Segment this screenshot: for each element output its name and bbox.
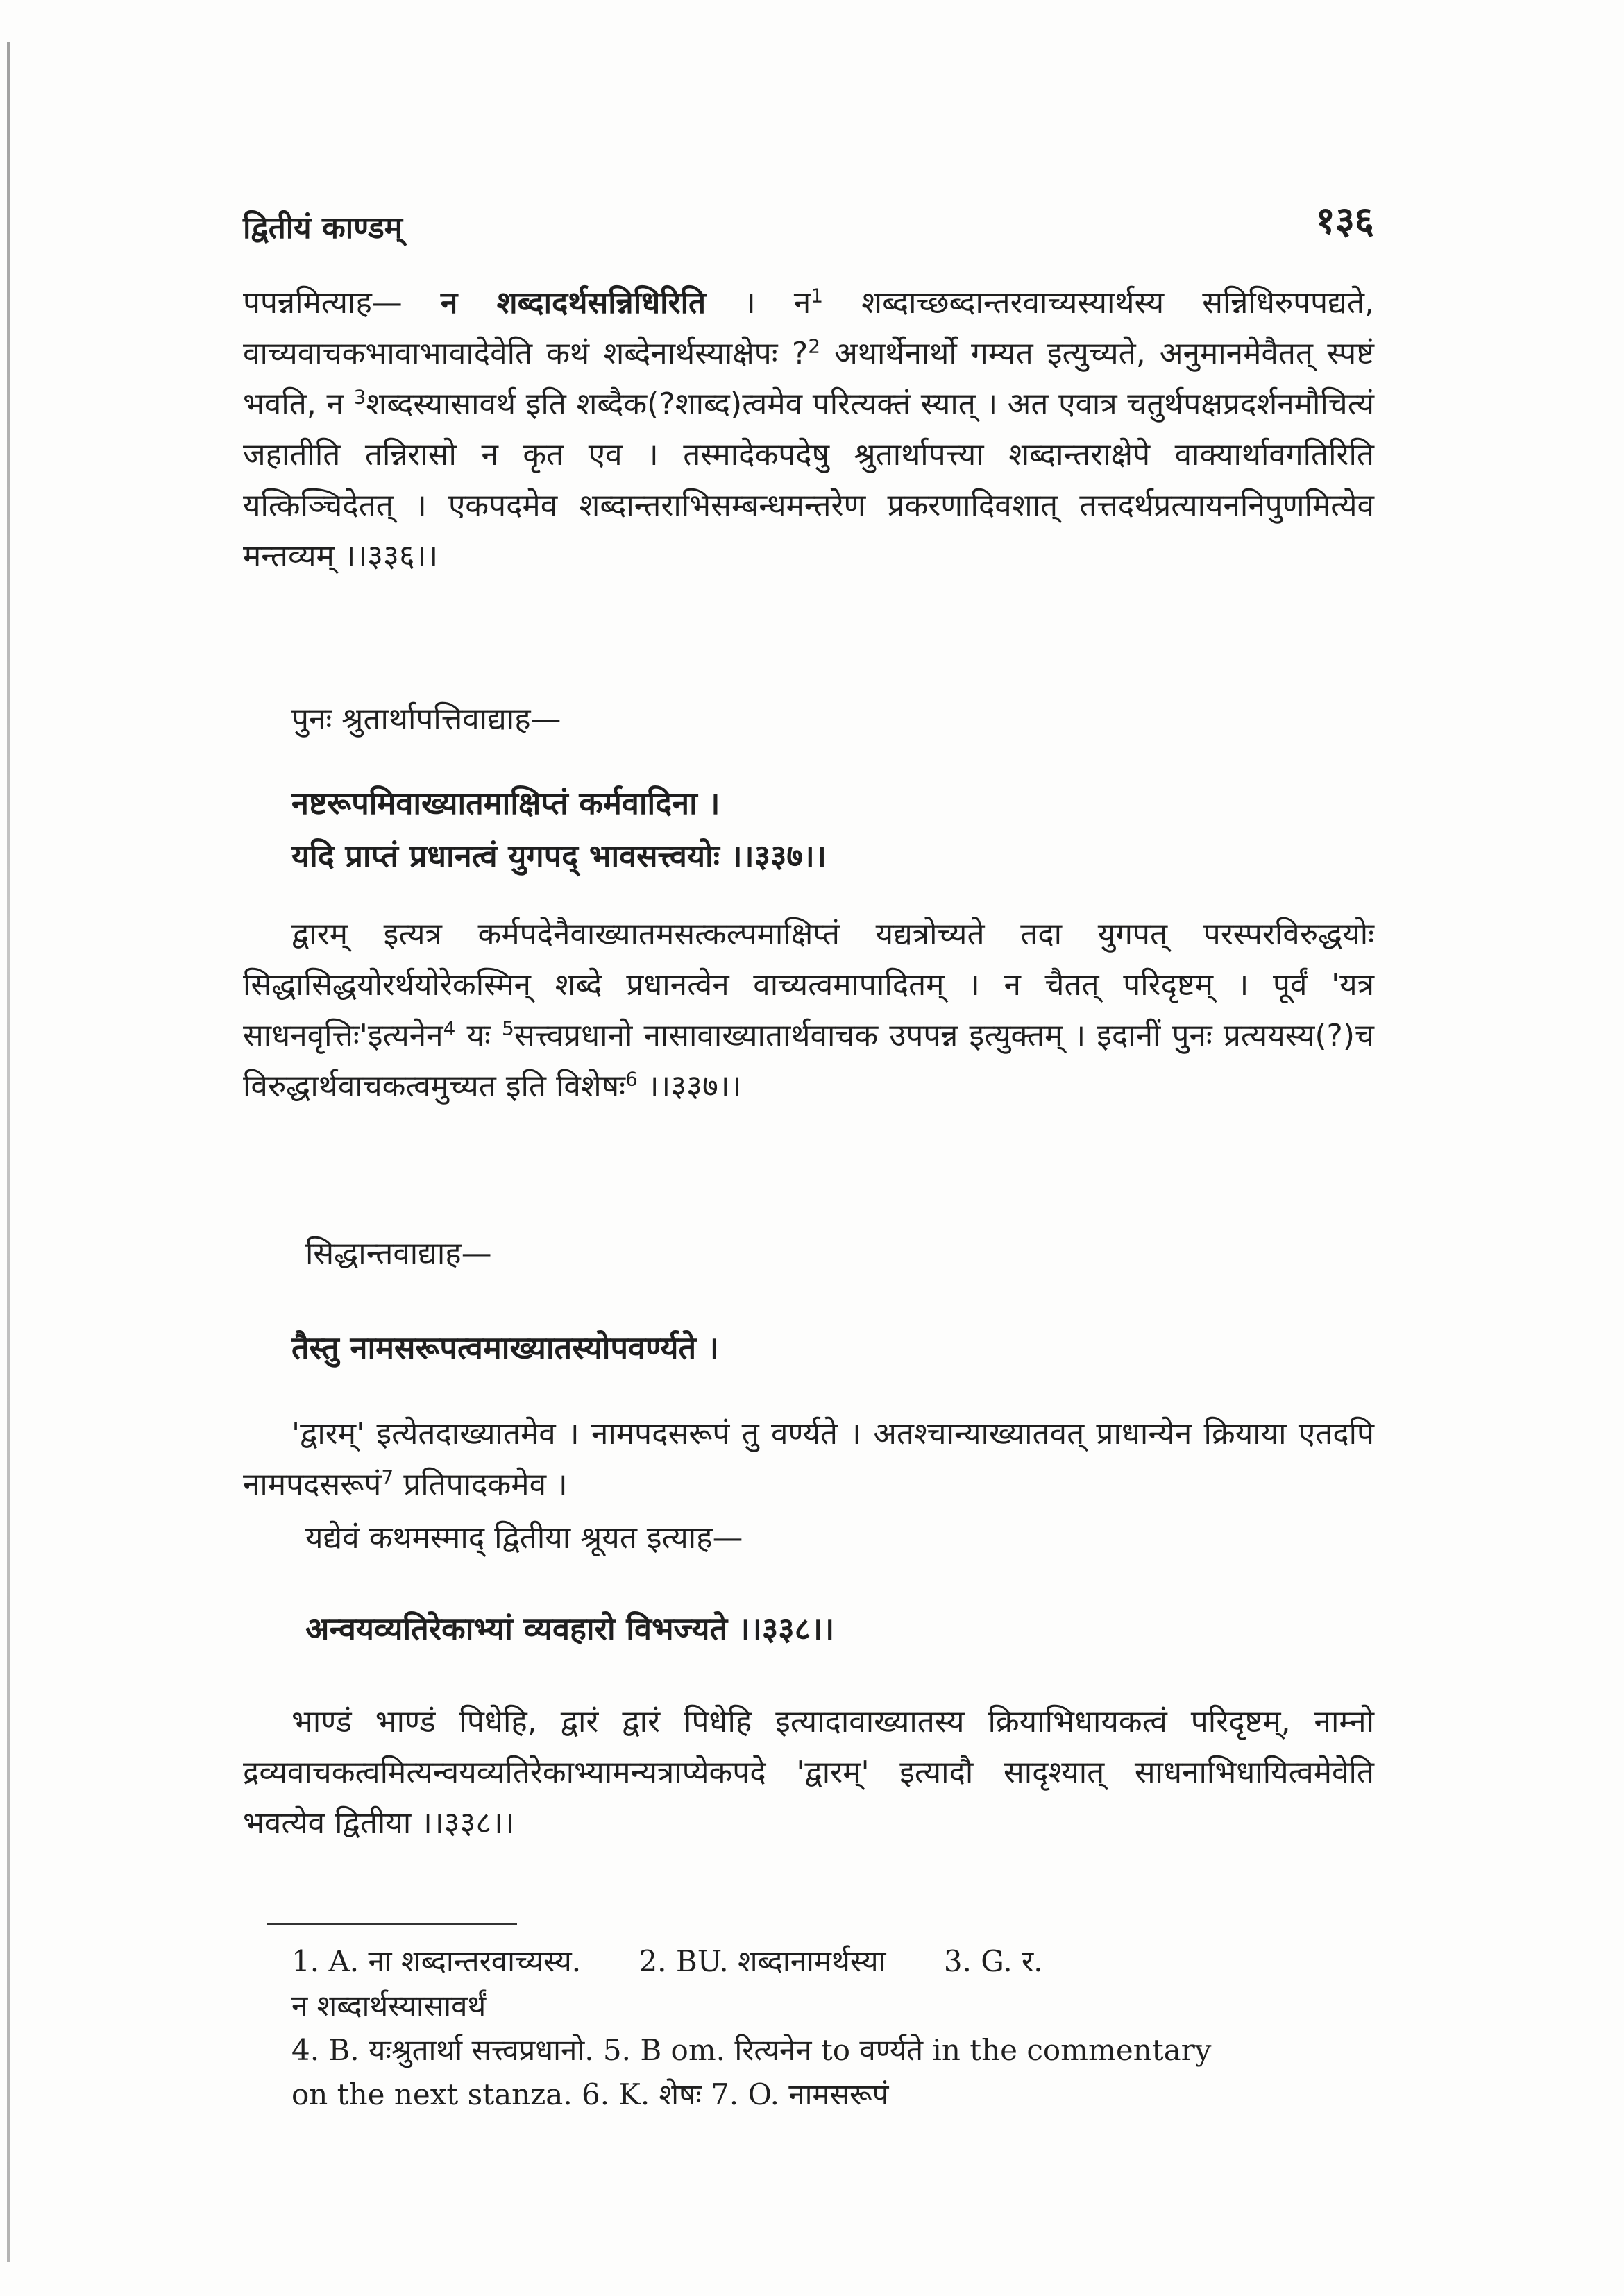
footnote-number: 2.	[638, 1944, 667, 1978]
intro-line-3: यद्येवं कथमस्माद् द्वितीया श्रूयत इत्याह—	[305, 1520, 743, 1556]
footnote-number: 1.	[291, 1944, 320, 1978]
verse-line: अन्वयव्यतिरेकाभ्यां व्यवहारो विभज्यते ।।३३८।।	[305, 1610, 835, 1647]
footnotes	[291, 1939, 1374, 2117]
variant-reading: र.	[1022, 1944, 1043, 1978]
footnote-number: 3.	[943, 1944, 972, 1978]
running-head: द्वितीयं काण्डम्	[243, 210, 403, 246]
text: द्वारम् इत्यत्र कर्मपदेनैवाख्यातमसत्कल्पमाक्षिप्तं यद्यत्रोच्यते तदा युगपत् परस्परविरुद्धयोः सिद्धासिद्धयोरर्थयोरेकस्मिन् शब्दे प्रधानत्वेन वाच्यत्वमापादितम् । न चैतत् परिदृष्टम् । पूर्वं 'यत्र साधनवृत्तिः'इत्यनेन	[243, 917, 1374, 1053]
text: शब्दस्यासावर्थ इति शब्दैक(?शाब्द)त्वमेव परित्यक्तं स्यात् । अत एवात्र चतुर्थपक्षप्रदर्शनमौचित्यं जहातीति तन्निरासो न कृत एव । तस्मादेकपदेषु श्रुतार्थापत्त्या शब्दान्तराक्षेपे वाक्यार्थावगतिरिति यत्किञ्चिदेतत् । एकपदमेव शब्दान्तराभिसम्बन्धमन्तरेण प्रकरणादिवशात् तत्तदर्थप्रत्यायननिपुणमित्येव मन्तव्यम् ।।३३६।।	[243, 386, 1374, 574]
verse-half	[291, 1322, 1374, 1375]
text: ।।३३७।।	[637, 1069, 742, 1104]
variant-reading: शब्दानामर्थस्या	[738, 1944, 886, 1978]
text: 'द्वारम्' इत्येतदाख्यातमेव । नामपदसरूपं तु वर्ण्यते । अतश्चान्याख्यातवत् प्राधान्येन क्रियाया एतदपि नामपदसरूपं	[243, 1416, 1374, 1502]
intro-line-1: पुनः श्रुतार्थापत्तिवाद्याह—	[291, 701, 561, 737]
footnote-ref-3: 3	[353, 385, 366, 409]
manuscript-siglum: BU.	[675, 1944, 729, 1978]
footnote-line-4: on the next stanza. 6. K. शेषः 7. O. नामसरूपं	[291, 2077, 889, 2111]
footnote-ref-5: 5	[502, 1017, 514, 1040]
manuscript-siglum: G.	[981, 1944, 1013, 1978]
intro-line-2: सिद्धान्तवाद्याह—	[305, 1236, 492, 1271]
text: अथार्थेनार्थो गम्यत इत्युच्यते, अनुमानमेवैतत् स्पष्टं भवति, न	[243, 336, 1374, 422]
footnote-line-3: 4. B. यःश्रुतार्था सत्त्वप्रधानो. 5. B om. रित्यनेन to वर्ण्यते in the commentary	[291, 2033, 1212, 2067]
verse-line: यदि प्राप्तं प्रधानत्वं युगपद् भावसत्त्वयोः ।।३३७।।	[291, 837, 827, 874]
variant-reading: ना शब्दान्तरवाच्यस्य.	[368, 1944, 582, 1978]
verse-line: तैस्तु नामसरूपत्वमाख्यातस्योपवर्ण्यते ।	[291, 1329, 719, 1366]
binding-edge	[7, 42, 10, 2262]
text: प्रतिपादकमेव ।	[394, 1467, 568, 1502]
commentary-paragraph-2	[243, 909, 1374, 1112]
footnote-ref-4: 4	[443, 1017, 456, 1040]
verse-337	[291, 777, 1374, 883]
text: । न	[744, 285, 811, 321]
commentary-paragraph-1	[243, 278, 1374, 581]
footnote-ref-2: 2	[808, 334, 821, 358]
quoted-phrase: न शब्दादर्थसन्निधिरिति	[440, 285, 707, 321]
commentary-paragraph-3	[243, 1409, 1374, 1510]
footnote-line-2: न शब्दार्थस्यासावर्थं	[291, 1989, 487, 2023]
text: सत्त्वप्रधानो नासावाख्यातार्थवाचक उपपन्न इत्युक्तम् । इदानीं पुनः प्रत्ययस्य(?)च विरुद्धार्थवाचकत्वमुच्यत इति विशेषः	[243, 1018, 1374, 1104]
text: पपन्नमित्याह—	[243, 285, 403, 321]
text: यः	[455, 1018, 502, 1053]
verse-line: नष्टरूपमिवाख्यातमाक्षिप्तं कर्मवादिना ।	[291, 785, 720, 822]
manuscript-siglum: A.	[328, 1944, 360, 1978]
footnote-ref-6: 6	[625, 1067, 638, 1091]
footnote-ref-7: 7	[381, 1465, 394, 1489]
verse-338	[305, 1603, 1388, 1656]
page-number: १३६	[1315, 198, 1374, 242]
page-header	[243, 198, 1374, 261]
footnote-ref-1: 1	[811, 284, 824, 307]
text: शब्दाच्छब्दान्तरवाच्यस्यार्थस्य सन्निधिरुपपद्यते, वाच्यवाचकभावाभावादेवेति कथं शब्देनार्थस्याक्षेपः ?	[243, 285, 1374, 371]
footnote-line-1	[291, 1939, 1374, 1984]
commentary-paragraph-4: भाण्डं भाण्डं पिधेहि, द्वारं द्वारं पिधेहि इत्यादावाख्यातस्य क्रियाभिधायकत्वं परिदृष्टम्, नाम्नो द्रव्यवाचकत्वमित्यन्वयव्यतिरेकाभ्यामन्यत्राप्येकपदे 'द्वारम्' इत्यादौ सादृश्यात् साधनाभिधायित्वमेवेति भवत्येव द्वितीया ।।३३८।।	[243, 1704, 1374, 1841]
footnote-rule	[267, 1923, 517, 1925]
